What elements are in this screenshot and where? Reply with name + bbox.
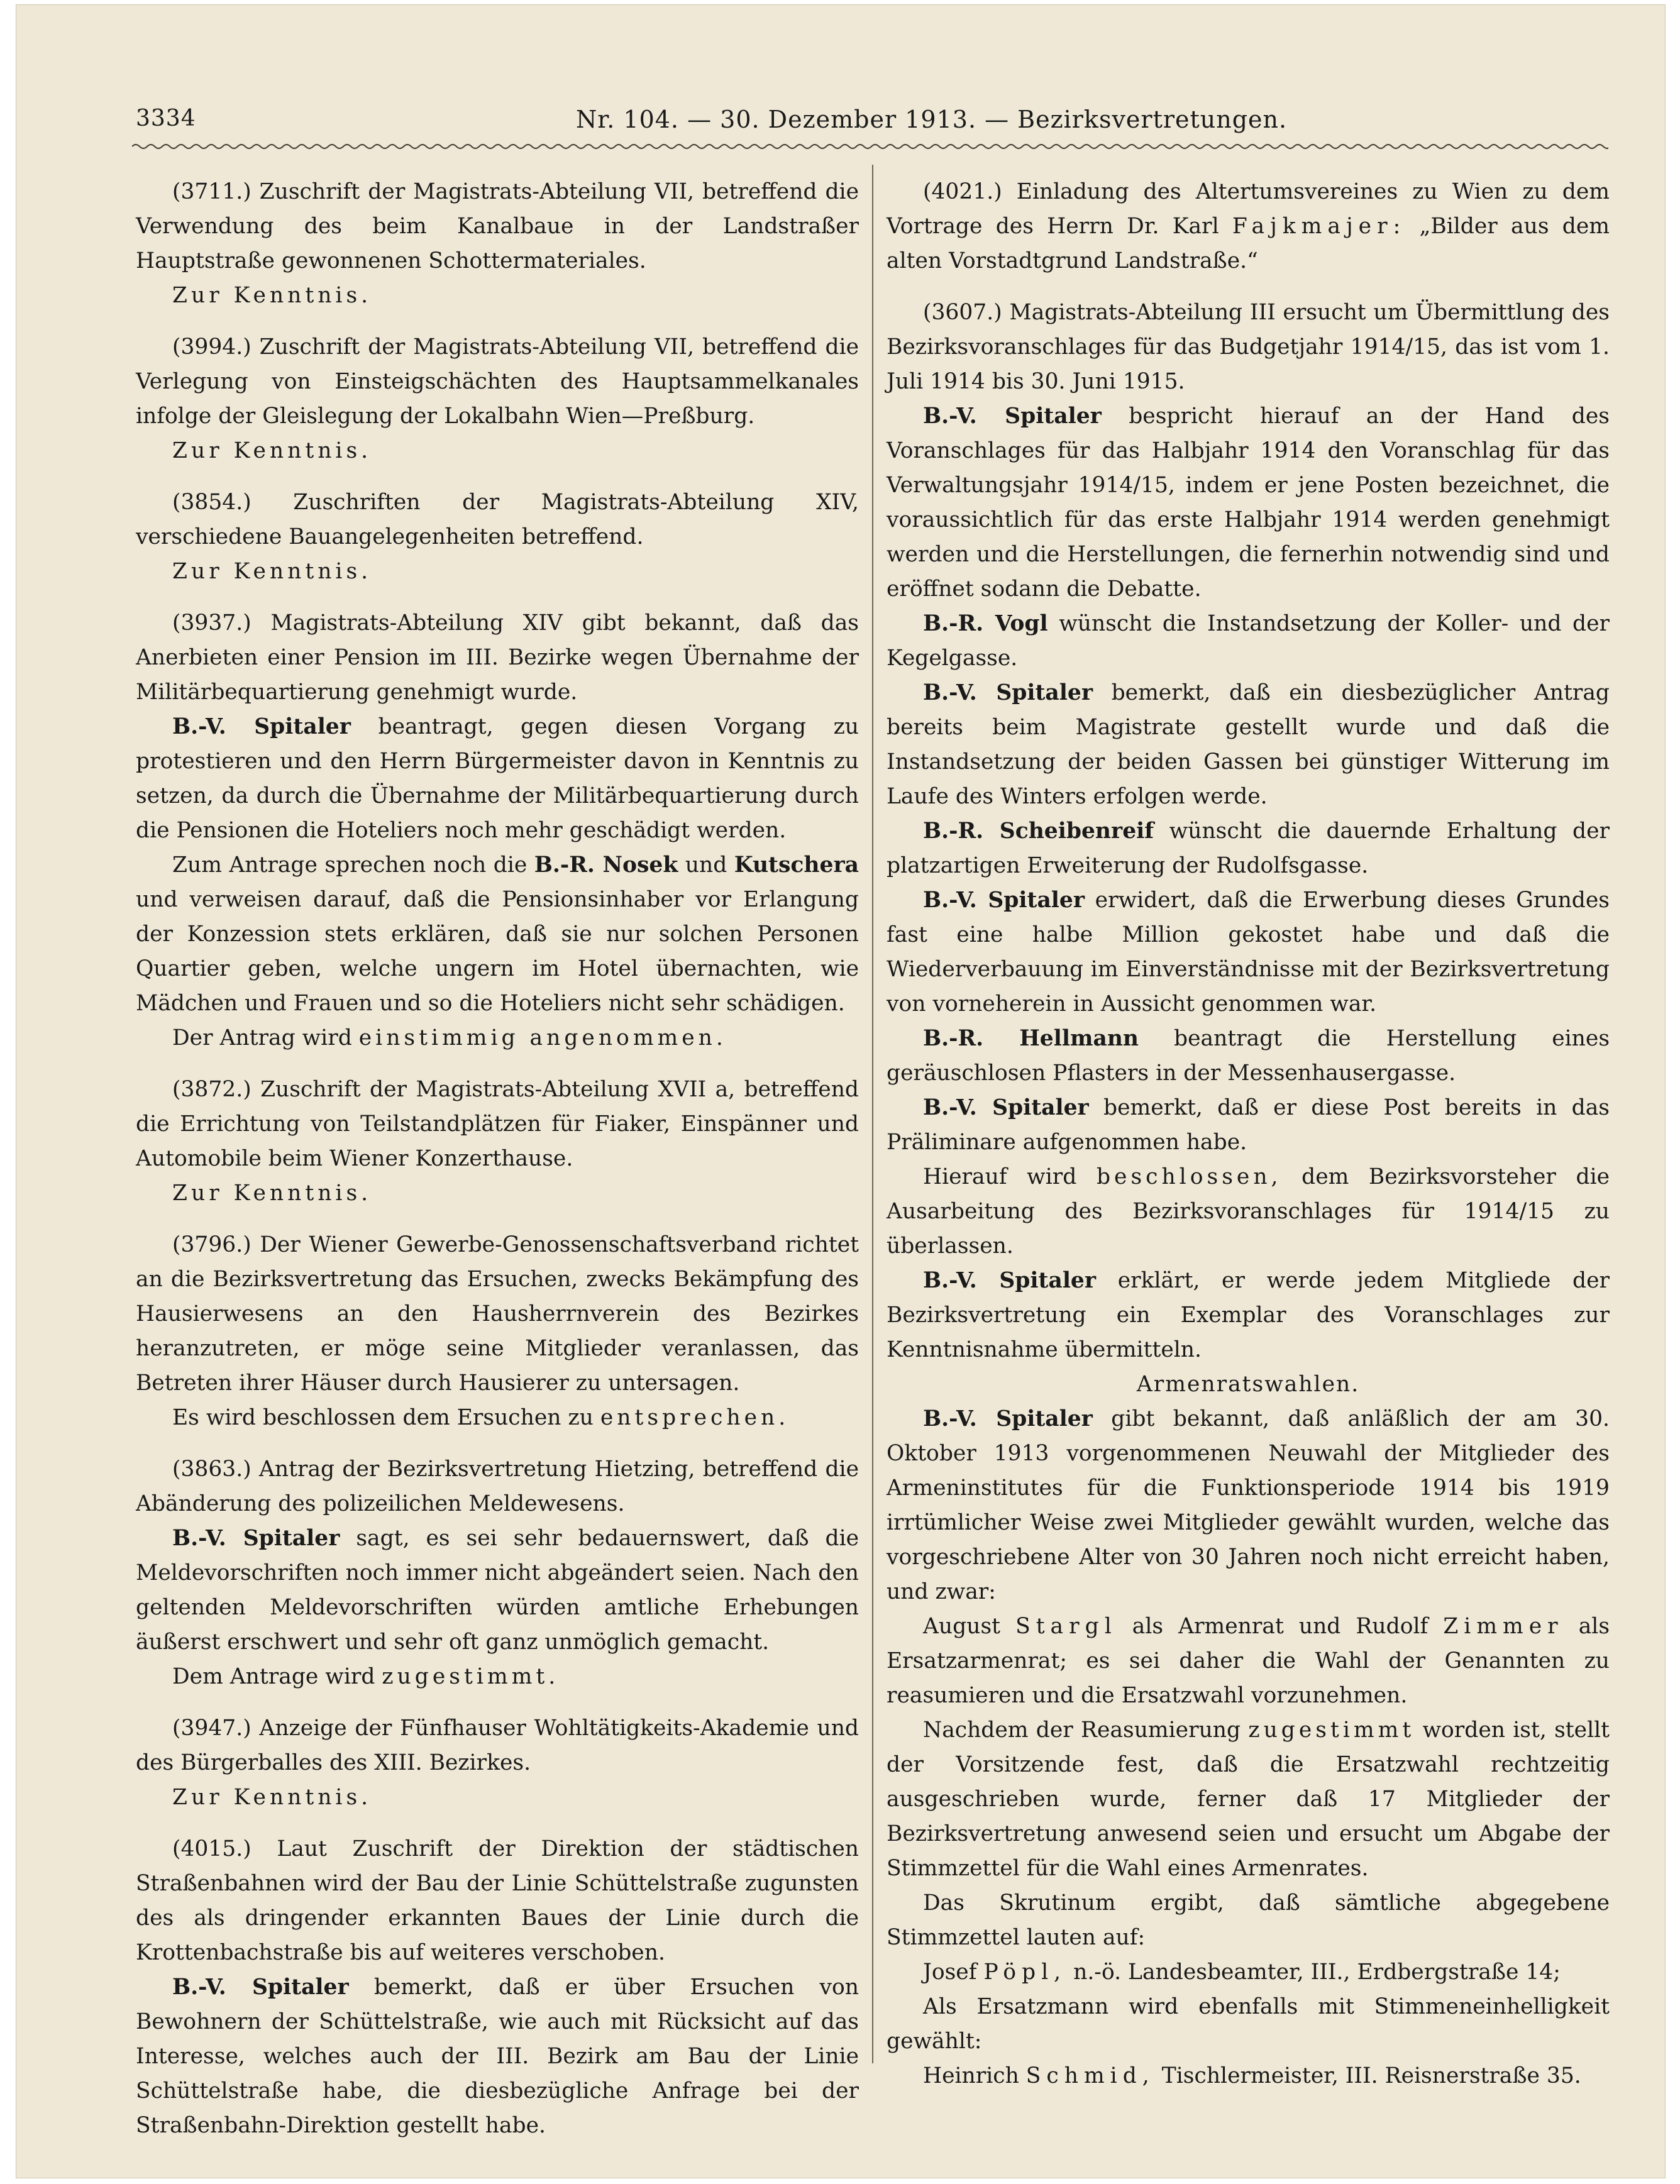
election-paragraph: Nachdem der Reasumierung zugestimmt worden ist, stellt der Vorsitzende fest, daß die Ersatzwahl rechtzeitig ausgeschrieben wurde, ferner daß 17 Mitglieder der Bezirksvertretung anwesend seien und ersucht um Abgabe der Stimmzettel für die Wahl eines Armenrates. [887,1718,1610,1881]
header-wavy-rule [132,142,1608,151]
speaker-paragraph: B.-V. Spitaler sagt, es sei sehr bedauernswert, daß die Meldevorschriften noch immer nicht abgeändert seien. Nach den geltenden Meldevorschriften würden amtliche Erhebungen äußerst erschwert und sehr oft ganz unmöglich gemacht. [136,1526,859,1655]
entry-3796: (3796.) Der Wiener Gewerbe-Genossenschaftsverband richtet an die Bezirksvertretung das Ersuchen, zwecks Bekämpfung des Hausierwesens an den Hausherrnverein des Bezirkes heranzutreten, er möge seine Mitglieder veranlassen, das Betreten ihrer Häuser durch Hausierer zu untersagen. [136,1232,859,1396]
speaker-paragraph: B.-V. Spitaler bemerkt, daß er diese Post bereits in das Präliminare aufgenommen habe. [887,1095,1610,1155]
speaker-paragraph: B.-R. Vogl wünscht die Instandsetzung der Koller- und der Kegelgasse. [887,611,1610,671]
speaker-name: B.-R. Hellmann [923,1026,1139,1051]
speaker-name: B.-V. Spitaler [923,1406,1093,1431]
speaker-paragraph: B.-V. Spitaler erwidert, daß die Erwerbung dieses Grundes fast eine halbe Million gekostet habe und daß die Wiederverbauung im Einverständnisse mit der Bezirksvertretung von vorneherein in Aussicht genommen war. [887,888,1610,1017]
entry-3711: (3711.) Zuschrift der Magistrats-Abteilung VII, betreffend die Verwendung des beim Kanalbaue in der Landstraßer Hauptstraße gewonnenen Schottermateriales. [136,179,859,273]
entry-3607: (3607.) Magistrats-Abteilung III ersucht um Übermittlung des Bezirksvoranschlages für das Budgetjahr 1914/15, das ist vom 1. Juli 1914 bis 30. Juni 1915. [887,300,1610,394]
left-column [136,175,859,2143]
resolution-text: Zur Kenntnis. [172,438,372,463]
entry-3872: (3872.) Zuschrift der Magistrats-Abteilung XVII a, betreffend die Errichtung von Teilstandplätzen für Fiaker, Einspänner und Automobile beim Wiener Konzerthause. [136,1077,859,1171]
resolution-text: Es wird beschlossen dem Ersuchen zu entsprechen. [172,1405,790,1430]
speaker-name: B.-R. Scheibenreif [923,819,1154,844]
resolution-text: Zur Kenntnis. [172,1181,372,1206]
speaker-name: B.-V. Spitaler [172,714,351,739]
entry-3937: (3937.) Magistrats-Abteilung XIV gibt bekannt, daß das Anerbieten einer Pension im III. Bezirke wegen Übernahme der Militärbequartierung genehmigt wurde. [136,610,859,705]
elected-member: Josef Pöpl, n.-ö. Landesbeamter, III., Erdbergstraße 14; [923,1960,1561,1985]
resolution-text: Der Antrag wird einstimmig angenommen. [172,1025,727,1051]
speaker-name: B.-V. Spitaler [172,1975,349,2000]
elected-substitute: Heinrich Schmid, Tischlermeister, III. Reisnerstraße 35. [923,2063,1581,2088]
resolution-text: Zur Kenntnis. [172,1785,372,1810]
resolution-text: Zur Kenntnis. [172,283,372,308]
election-paragraph: Als Ersatzmann wird ebenfalls mit Stimmeneinhelligkeit gewählt: [887,1994,1610,2054]
running-head: Nr. 104. — 30. Dezember 1913. — Bezirksvertretungen. [576,106,1288,133]
entry-3994: (3994.) Zuschrift der Magistrats-Abteilung VII, betreffend die Verlegung von Einsteigschächten des Hauptsammelkanales infolge der Gleislegung der Lokalbahn Wien—Preßburg. [136,334,859,429]
resolution-text: Dem Antrage wird zugestimmt. [172,1664,560,1689]
speaker-paragraph: Zum Antrage sprechen noch die B.-R. Nosek und Kutschera und verweisen darauf, daß die Pensionsinhaber vor Erlangung der Konzession stets erklären, daß sie nur solchen Personen Quartier geben, welche ungern im Hotel übernachten, wie Mädchen und Frauen und so die Hoteliers nicht sehr schädigen. [136,852,859,1016]
speaker-name: Kutschera [734,852,859,878]
speaker-name: B.-V. Spitaler [923,680,1093,705]
speaker-name: B.-V. Spitaler [172,1526,340,1551]
page-number: 3334 [136,106,196,131]
right-column [887,175,1610,2093]
resolution-text: Zur Kenntnis. [172,559,372,584]
entry-3947: (3947.) Anzeige der Fünfhauser Wohltätigkeits-Akademie und des Bürgerballes des XIII. Bezirkes. [136,1716,859,1775]
speaker-name: B.-V. Spitaler [923,1095,1089,1120]
election-paragraph: Das Skrutinum ergibt, daß sämtliche abgegebene Stimmzettel lauten auf: [887,1890,1610,1950]
section-heading: Armenratswahlen. [1136,1372,1360,1397]
column-divider [872,165,873,2063]
resolution-paragraph: Hierauf wird beschlossen, dem Bezirksvorsteher die Ausarbeitung des Bezirksvoranschlages für 1914/15 zu überlassen. [887,1164,1610,1259]
speaker-name: B.-R. Nosek [534,852,678,878]
entry-4015: (4015.) Laut Zuschrift der Direktion der städtischen Straßenbahnen wird der Bau der Linie Schüttelstraße zugunsten des als dringender erkannten Baues der Linie durch die Krottenbachstraße bis auf weiteres verschoben. [136,1836,859,1965]
speaker-paragraph: B.-R. Hellmann beantragt die Herstellung eines geräuschlosen Pflasters in der Messenhausergasse. [887,1026,1610,1086]
speaker-name: B.-R. Vogl [923,611,1048,636]
speaker-paragraph: B.-V. Spitaler bespricht hierauf an der Hand des Voranschlages für das Halbjahr 1914 den Voranschlag für das Verwaltungsjahr 1914/15, indem er jene Posten bezeichnet, die voraussichtlich für das erste Halbjahr 1914 werden genehmigt werden und die Herstellungen, die fernerhin notwendig sind und eröffnet sodann die Debatte. [887,404,1610,602]
speaker-paragraph: B.-V. Spitaler gibt bekannt, daß anläßlich der am 30. Oktober 1913 vorgenommenen Neuwahl der Mitglieder des Armeninstitutes für die Funktionsperiode 1914 bis 1919 irrtümlicher Weise zwei Mitglieder gewählt wurden, welche das vorgeschriebene Alter von 30 Jahren noch nicht erreicht haben, und zwar: [887,1406,1610,1604]
election-paragraph: August Stargl als Armenrat und Rudolf Zimmer als Ersatzarmenrat; es sei daher die Wahl der Genannten zu reasumieren und die Ersatzwahl vorzunehmen. [887,1614,1610,1708]
entry-3854: (3854.) Zuschriften der Magistrats-Abteilung XIV, verschiedene Bauangelegenheiten betreffend. [136,490,859,549]
entry-4021: (4021.) Einladung des Altertumsvereines zu Wien zu dem Vortrage des Herrn Dr. Karl Fajkmajer: „Bilder aus dem alten Vorstadtgrund Landstraße.“ [887,179,1610,273]
entry-3863: (3863.) Antrag der Bezirksvertretung Hietzing, betreffend die Abänderung des polizeilichen Meldewesens. [136,1457,859,1516]
speaker-paragraph: B.-R. Scheibenreif wünscht die dauernde Erhaltung der platzartigen Erweiterung der Rudolfsgasse. [887,819,1610,878]
speaker-name: B.-V. Spitaler [923,404,1102,429]
speaker-name: B.-V. Spitaler [923,888,1085,913]
page-header [136,106,1582,143]
speaker-name: B.-V. Spitaler [923,1268,1097,1293]
speaker-paragraph: B.-V. Spitaler erklärt, er werde jedem Mitgliede der Bezirksvertretung ein Exemplar des Voranschlages zur Kenntnisnahme übermitteln. [887,1268,1610,1362]
speaker-paragraph: B.-V. Spitaler bemerkt, daß er über Ersuchen von Bewohnern der Schüttelstraße, wie auch mit Rücksicht auf das Interesse, welches auch der III. Bezirk am Bau der Linie Schüttelstraße habe, die diesbezügliche Anfrage bei der Straßenbahn-Direktion gestellt habe. [136,1975,859,2138]
speaker-paragraph: B.-V. Spitaler bemerkt, daß ein diesbezüglicher Antrag bereits beim Magistrate gestellt wurde und daß die Instandsetzung der beiden Gassen bei günstiger Witterung im Laufe des Winters erfolgen werde. [887,680,1610,809]
speaker-paragraph: B.-V. Spitaler beantragt, gegen diesen Vorgang zu protestieren und den Herrn Bürgermeister davon in Kenntnis zu setzen, da durch die Übernahme der Militärbequartierung durch die Pensionen die Hoteliers noch mehr geschädigt werden. [136,714,859,843]
